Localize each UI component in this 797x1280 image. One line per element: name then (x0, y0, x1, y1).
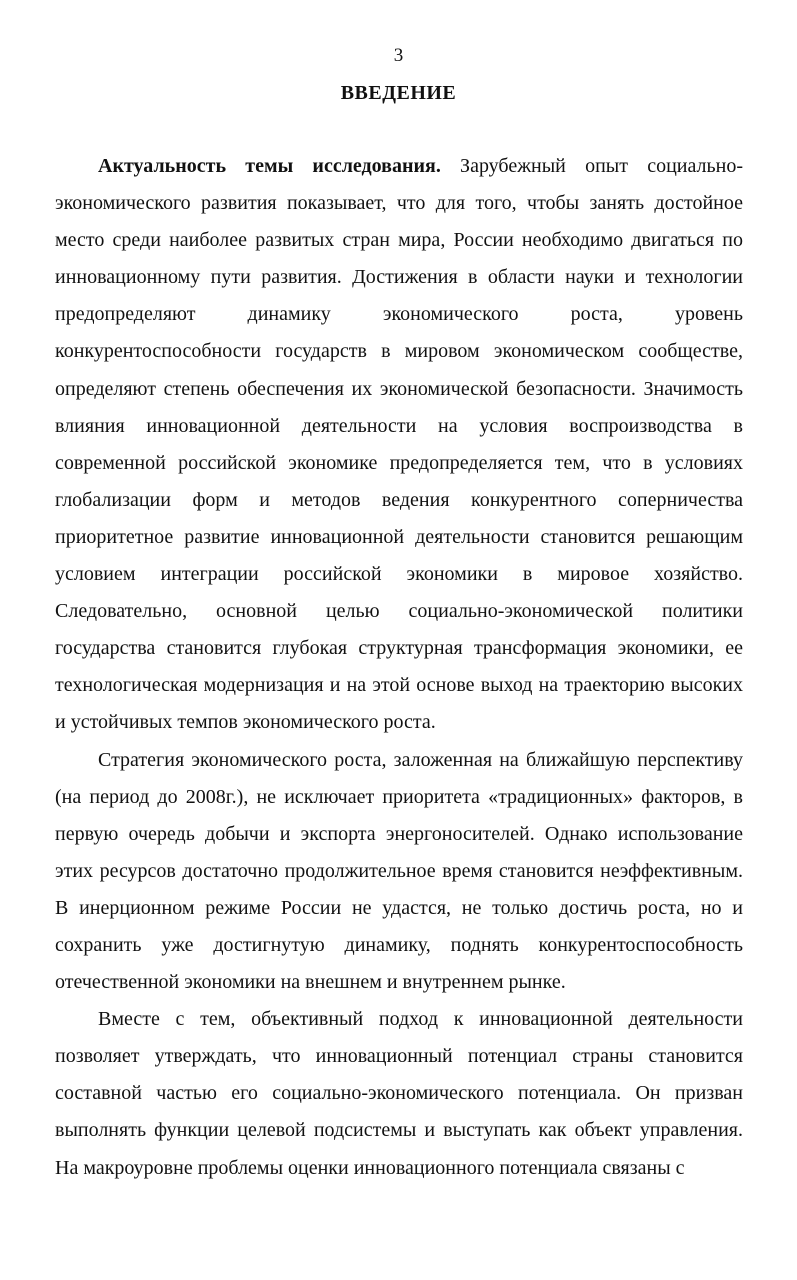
paragraph-lead-heading: Актуальность темы исследования. (98, 155, 441, 177)
body-text (55, 148, 743, 1187)
paragraph-text: Зарубежный опыт социально-экономического развития показывает, что для того, чтобы занять достойное место среди наиболее развитых стран мира, России необходимо двигаться по инновационному пути развития. Достижения в области науки и технологии предопределяют динамику экономического роста, уровень конкурентоспособности государств в мировом экономическом сообществе, определяют степень обеспечения их экономической безопасности. Значимость влияния инновационной деятельности на условия воспроизводства в современной российской экономике предопределяется тем, что в условиях глобализации форм и методов ведения конкурентного соперничества приоритетное развитие инновационной деятельности становится решающим условием интеграции российской экономики в мировое хозяйство. Следовательно, основной целью социально-экономической политики государства становится глубокая структурная трансформация экономики, ее технологическая модернизация и на этой основе выход на траекторию высоких и устойчивых темпов экономического роста. (55, 155, 743, 734)
page-title: ВВЕДЕНИЕ (340, 82, 457, 104)
paragraph-text: Вместе с тем, объективный подход к инновационной деятельности позволяет утверждать, что инновационный потенциал страны становится составной частью его социально-экономического потенциала. Он призван выполнять функции целевой подсистемы и выступать как объект управления. На макроуровне проблемы оценки инновационного потенциала связаны с (55, 1008, 743, 1179)
paragraph-potential (55, 1001, 743, 1186)
page-number: 3 (393, 45, 404, 66)
paragraph-text: Стратегия экономического роста, заложенная на ближайшую перспективу (на период до 2008г.), не исключает приоритета «традиционных» факторов, в первую очередь добычи и экспорта энергоносителей. Однако использование этих ресурсов достаточно продолжительное время становится неэффективным. В инерционном режиме России не удастся, не только достичь роста, но и сохранить уже достигнутую динамику, поднять конкурентоспособность отечественной экономики на внешнем и внутреннем рынке. (55, 748, 743, 994)
paragraph-relevance (55, 148, 743, 742)
paragraph-strategy (55, 742, 743, 1002)
